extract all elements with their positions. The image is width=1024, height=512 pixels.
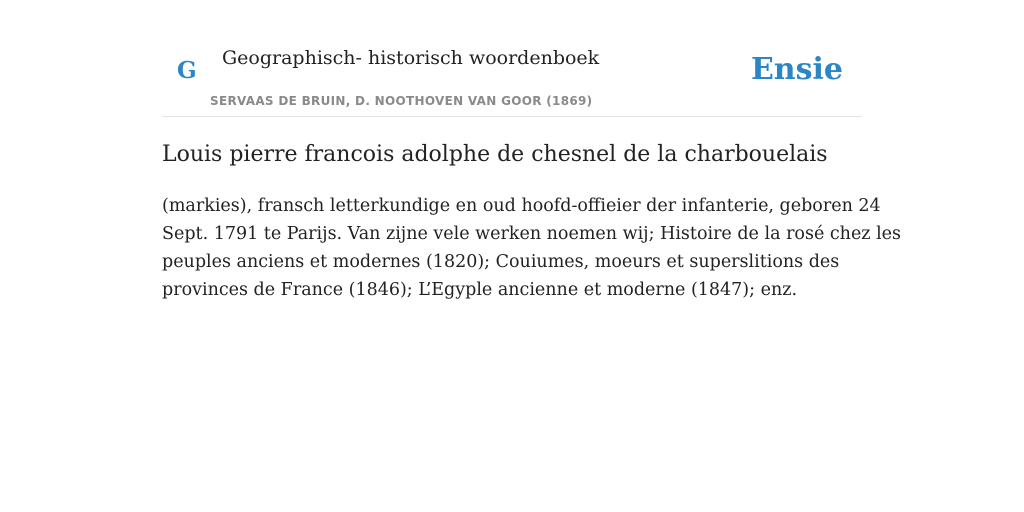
entry-title: Louis pierre francois adolphe de chesnel de la charbouelais bbox=[162, 142, 828, 167]
entry-body-line: (markies), fransch letterkundige en oud hoofd-offieier der infanterie, geboren 24 bbox=[162, 196, 881, 216]
source-logo[interactable]: G bbox=[177, 57, 197, 84]
source-authors: SERVAAS DE BRUIN, D. NOOTHOVEN VAN GOOR (1869) bbox=[210, 94, 593, 108]
entry-body bbox=[162, 192, 902, 304]
entry-body-line: provinces de France (1846); L’Egyple ancienne et moderne (1847); enz. bbox=[162, 280, 798, 300]
ensie-brand-logo[interactable]: Ensie bbox=[750, 52, 843, 87]
entry-body-line: peuples anciens et modernes (1820); Couiumes, moeurs et superslitions des bbox=[162, 252, 840, 272]
entry-body-line: Sept. 1791 te Parijs. Van zijne vele werken noemen wij; Histoire de la rosé chez les bbox=[162, 224, 902, 244]
source-title-link[interactable]: Geographisch- historisch woordenboek bbox=[222, 47, 600, 69]
source-header bbox=[162, 0, 862, 117]
